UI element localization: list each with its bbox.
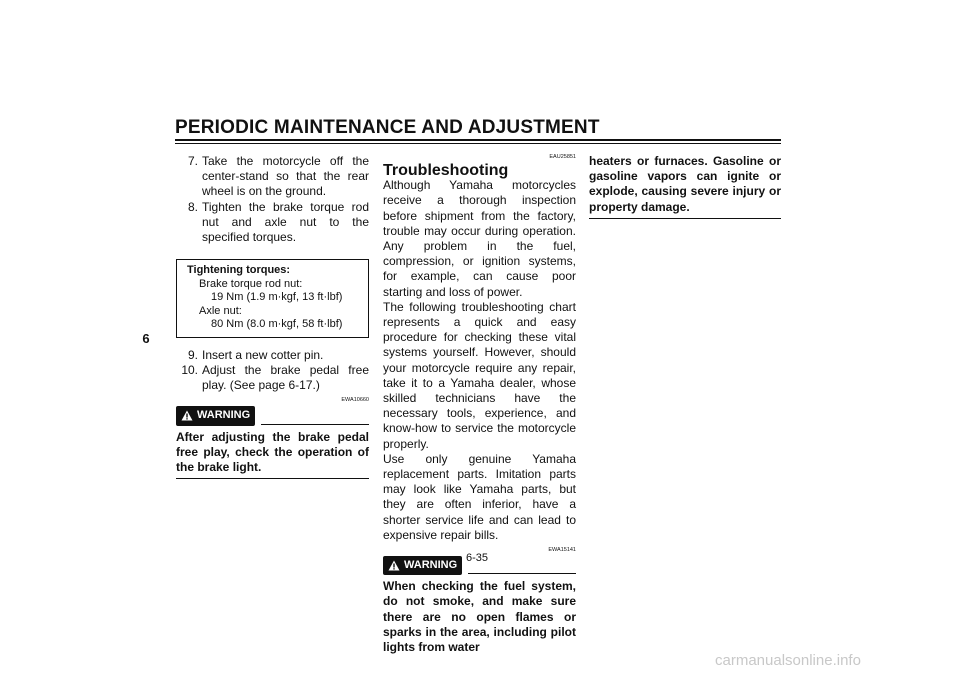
torque-item-label: Axle nut: xyxy=(199,304,242,317)
page-title: PERIODIC MAINTENANCE AND ADJUSTMENT xyxy=(175,117,600,138)
step-text: Insert a new cotter pin. xyxy=(202,347,324,362)
step-number: 8. xyxy=(187,199,198,214)
warning-code: EWA10660 xyxy=(341,397,369,404)
warning-end-rule xyxy=(176,478,369,479)
step-number: 9. xyxy=(187,347,198,362)
step-number: 10. xyxy=(181,362,198,377)
warning-badge xyxy=(383,556,462,575)
step-10 xyxy=(176,363,369,393)
step-number: 7. xyxy=(187,154,198,168)
warning-rule xyxy=(468,573,576,574)
header-rule xyxy=(175,139,781,141)
warning-rule xyxy=(261,424,369,425)
warning-code: EWA15141 xyxy=(548,547,576,554)
chapter-tab xyxy=(134,318,158,358)
warning-header xyxy=(176,406,369,425)
step-text: Take the motorcycle off the center-stand so that the rear wheel is on the ground. xyxy=(202,154,369,199)
torque-item-value: 80 Nm (8.0 m·kgf, 58 ft·lbf) xyxy=(211,318,343,331)
warning-triangle-icon xyxy=(388,560,400,571)
torque-item-value: 19 Nm (1.9 m·kgf, 13 ft·lbf) xyxy=(211,291,343,304)
step-9 xyxy=(176,348,369,363)
section-title: Troubleshooting xyxy=(383,162,509,179)
warning-text: After adjusting the brake pedal free play, check the operation of the brake light. xyxy=(176,429,369,474)
tightening-torques-box xyxy=(176,259,369,338)
paragraph: Although Yamaha motorcycles receive a thorough inspection before shipment from the factory, trouble may occur during operation. Any problem in the fuel, compression, or ignition systems, for example, can cause poor starting and loss of power. xyxy=(383,178,576,299)
paragraph: Use only genuine Yamaha replacement parts. Imitation parts may look like Yamaha parts, but they are often inferior, have a shorter service life and can lead to expensive repair bills. xyxy=(383,451,576,542)
warning-end-rule xyxy=(589,218,781,219)
step-text: Tighten the brake torque rod nut and axle nut to the specified torques. xyxy=(202,199,369,245)
column-2 xyxy=(383,154,576,655)
paragraph: The following troubleshooting chart represents a quick and easy procedure for checking these vital systems yourself. However, should your motorcycle require any repair, take it to a Yamaha dealer, whose skilled technicians have the necessary tools, experience, and know-how to service the motorcycle properly. xyxy=(383,299,576,451)
warning-label: WARNING xyxy=(404,559,458,572)
step-7 xyxy=(176,154,369,200)
torque-box-title: Tightening torques: xyxy=(187,264,291,277)
warning-label: WARNING xyxy=(197,409,251,422)
section-code: EAU25851 xyxy=(549,154,576,160)
warning-badge xyxy=(176,406,255,425)
torque-item-label: Brake torque rod nut: xyxy=(199,277,303,290)
watermark: carmanualsonline.info xyxy=(715,652,861,669)
warning-triangle-icon xyxy=(181,410,193,421)
header-rule-thin xyxy=(175,143,781,144)
warning-text: When checking the fuel system, do not smoke, and make sure there are no open flames or sparks in the area, including pilot lights from water xyxy=(383,579,576,655)
column-3 xyxy=(589,154,781,219)
warning-text-continued: heaters or furnaces. Gasoline or gasoline vapors can ignite or explode, causing severe injury or property damage. xyxy=(589,154,781,214)
page-number: 6-35 xyxy=(466,552,489,564)
column-1 xyxy=(176,154,369,479)
chapter-number: 6 xyxy=(142,330,150,346)
step-8 xyxy=(176,200,369,246)
step-text: Adjust the brake pedal free play. (See page 6-17.) xyxy=(202,362,369,393)
